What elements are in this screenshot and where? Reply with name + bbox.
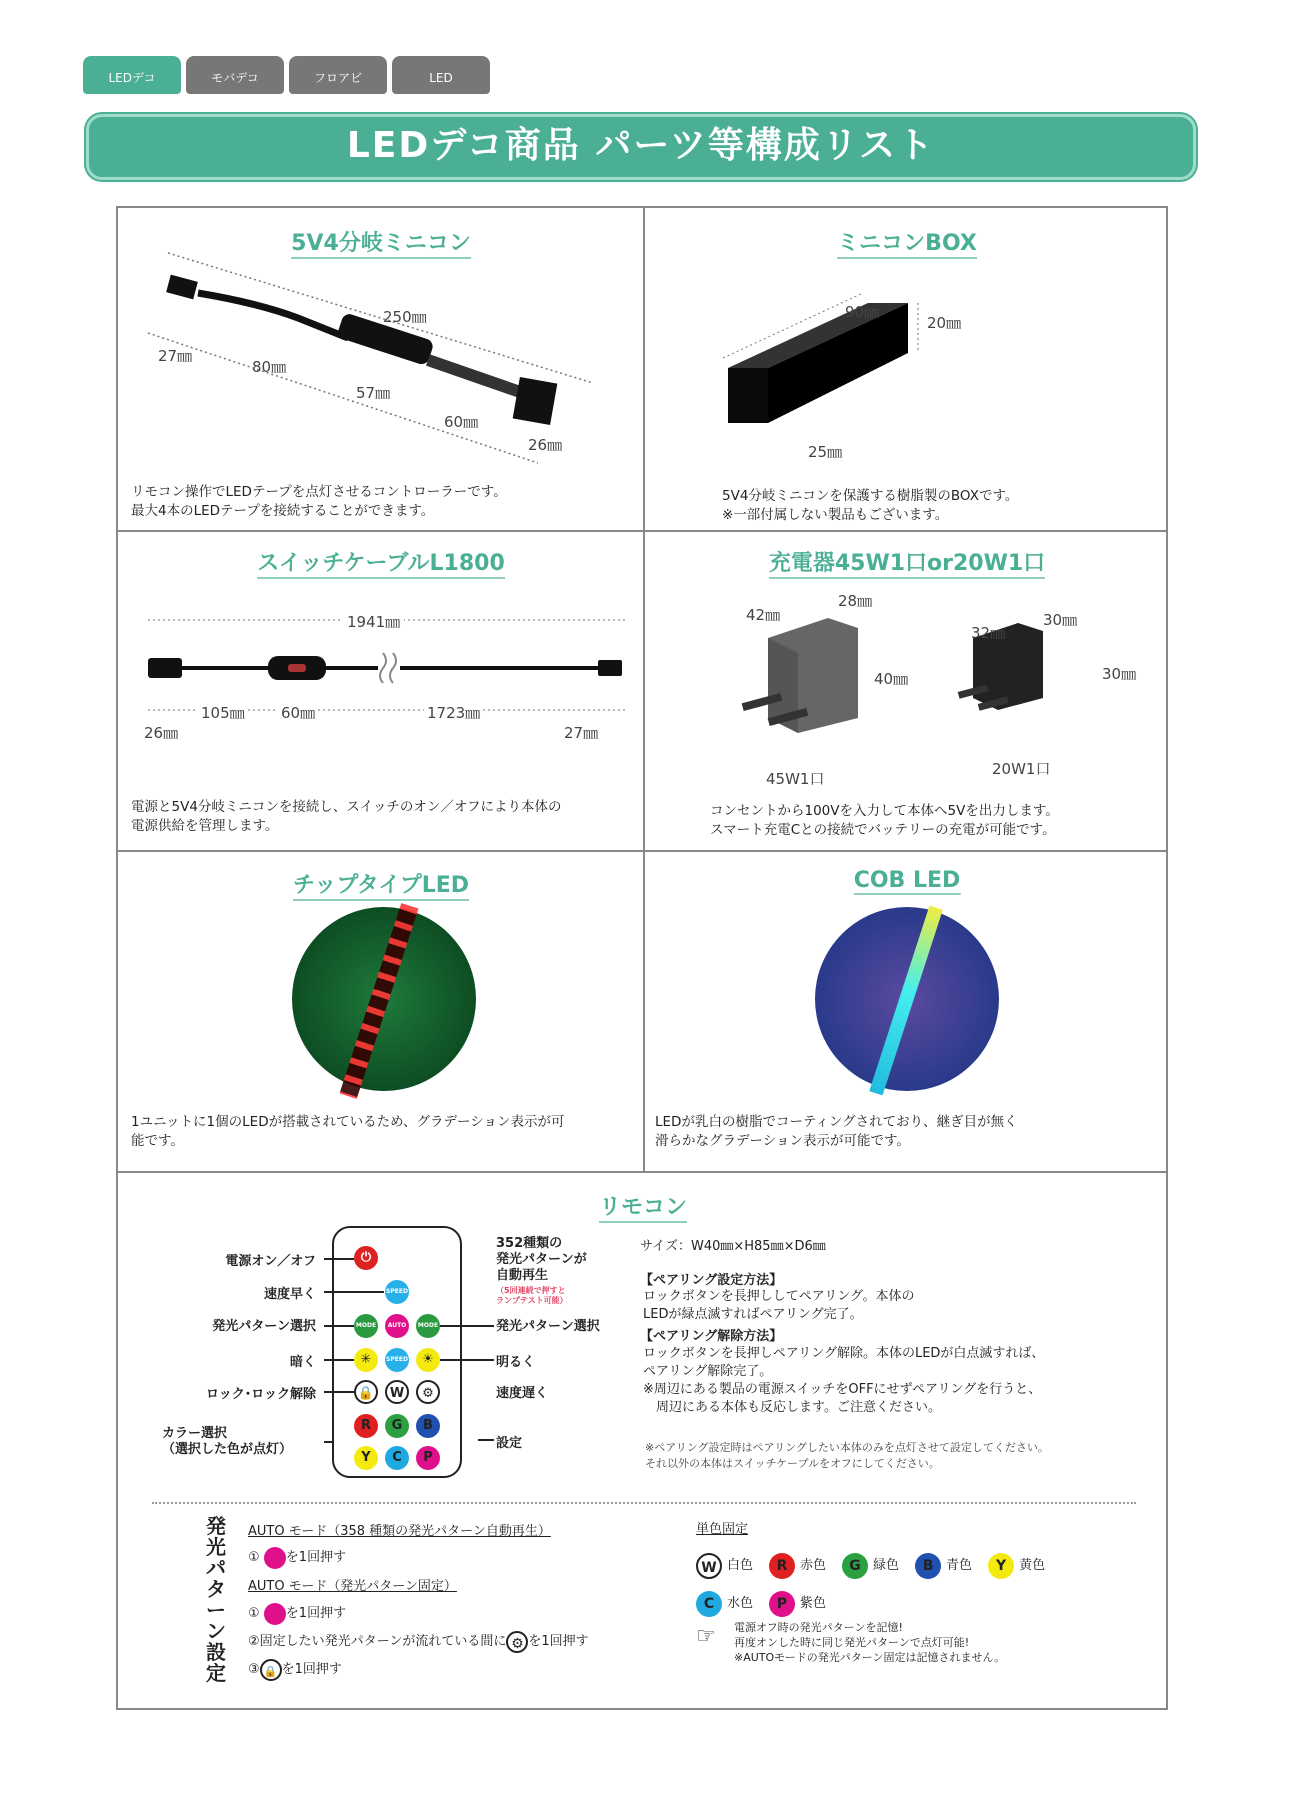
auto-step — [248, 1546, 346, 1569]
dim-total: 250㎜ — [383, 308, 427, 326]
label-speed-down: 速度遅く — [496, 1386, 549, 1401]
mono-color-item — [842, 1548, 899, 1584]
panel-title-minicon: 5V4分岐ミニコン — [291, 226, 471, 259]
leader-line — [324, 1359, 354, 1361]
dim-30: 30㎜ — [1043, 611, 1078, 629]
dim-57: 57㎜ — [356, 384, 391, 402]
pointing-hand-icon: ☞ — [696, 1624, 716, 1649]
label-brighten: 明るく — [496, 1355, 536, 1370]
panel-title-switch: スイッチケーブルL1800 — [257, 546, 505, 579]
step-text: を1回押す — [528, 1634, 589, 1649]
panel-desc: リモコン操作でLEDテープを点灯させるコントローラーです。 最大4本のLEDテープを接続することができます。 — [131, 484, 507, 519]
leader-line — [324, 1441, 332, 1443]
leader-line — [440, 1359, 494, 1361]
gear-icon: ⚙ — [506, 1631, 528, 1653]
color-name: 赤色 — [800, 1558, 827, 1573]
dim-26: 26㎜ — [144, 724, 179, 742]
power-button-icon: ⏻ — [354, 1246, 378, 1270]
label-dim: 暗く — [289, 1355, 316, 1370]
green-button: G — [385, 1414, 409, 1438]
blue-button: B — [416, 1414, 440, 1438]
step-text: を1回押す — [281, 1662, 342, 1677]
dim-25: 25㎜ — [808, 443, 843, 461]
leader-line — [324, 1258, 354, 1260]
auto-mode-heading: AUTO モード（358 種類の発光パターン自動再生） — [248, 1524, 551, 1539]
cob-led-photo — [815, 907, 999, 1091]
mono-color-item — [769, 1586, 826, 1622]
page-title: LEDデコ商品 パーツ等構成リスト — [346, 125, 936, 166]
dim-32: 32㎜ — [971, 624, 1006, 642]
step-text: を1回押す — [285, 1550, 347, 1565]
leader-line — [440, 1325, 494, 1327]
cyan-button: C — [385, 1446, 409, 1470]
tab-led[interactable]: LED — [392, 56, 490, 94]
label-lamp-test: （5回連続で押すと ランプテスト可能） — [496, 1286, 568, 1305]
color-dot-icon: B — [915, 1553, 941, 1579]
charger-illustration — [718, 598, 1158, 778]
fixed-step-1 — [248, 1602, 346, 1625]
pairing-note: ※ペアリング設定時はペアリングしたい本体のみを点灯させて設定してください。 それ以外の本体はスイッチケーブルをオフにしてください。 — [645, 1441, 1049, 1470]
dim-1941: 1941㎜ — [343, 611, 404, 632]
color-name: 緑色 — [873, 1558, 900, 1573]
fixed-step-3 — [248, 1658, 342, 1681]
dim-20: 20㎜ — [927, 314, 962, 332]
yellow-button: Y — [354, 1446, 378, 1470]
dim-26: 26㎜ — [528, 436, 563, 454]
panel-desc: コンセントから100Vを入力して本体へ5Vを出力します。 スマート充電Cとの接続でバッテリーの充電が可能です。 — [710, 803, 1059, 838]
color-name: 白色 — [727, 1558, 754, 1573]
tab-led-deco[interactable]: LEDデコ — [83, 56, 181, 94]
panel-desc: LEDが乳白の樹脂でコーティングされており、継ぎ目が無く 滑らかなグラデーション表示が可能です。 — [655, 1114, 1018, 1149]
speed-down-button: SPEED — [385, 1348, 409, 1372]
leader-line — [324, 1291, 384, 1293]
label-mode-left: 発光パターン選択 — [212, 1319, 316, 1334]
dim-60: 60㎜ — [278, 702, 318, 723]
mono-color-item — [769, 1548, 826, 1584]
unpairing-text: ロックボタンを長押しペアリング解除。本体のLEDが白点滅すれば、 ペアリング解除完了。 ※周辺にある製品の電源スイッチをOFFにせずペアリングを行うと、 周辺にある本体も反応します。ご注意ください。 — [643, 1346, 1045, 1415]
memory-note: 電源オフ時の発光パターンを記憶! 再度オンした時に同じ発光パターンで点灯可能! ※AUTOモードの発光パターン固定は記憶されません。 — [734, 1621, 1006, 1664]
color-name: 紫色 — [800, 1596, 827, 1611]
white-button: W — [385, 1380, 409, 1404]
lock-icon: 🔒 — [260, 1659, 282, 1681]
auto-fixed-heading: AUTO モード（発光パターン固定） — [248, 1579, 457, 1594]
pairing-title: 【ペアリング設定方法】 — [640, 1273, 783, 1288]
pairing-text: ロックボタンを長押ししてペアリング。本体の LEDが緑点滅すればペアリング完了。 — [643, 1289, 915, 1322]
color-dot-icon: G — [842, 1553, 868, 1579]
leader-line — [478, 1439, 494, 1441]
label-settings: 設定 — [496, 1436, 523, 1451]
dim-27: 27㎜ — [564, 724, 599, 742]
dim-80: 80㎜ — [252, 358, 287, 376]
tab-mobadeco[interactable]: モバデコ — [186, 56, 284, 94]
divider — [643, 208, 645, 1171]
step-text: ②固定したい発光パターンが流れている間に — [248, 1634, 507, 1649]
dim-1723: 1723㎜ — [424, 702, 483, 723]
pattern-settings-title: 発光パターン設定 — [206, 1514, 226, 1685]
dim-40: 40㎜ — [874, 670, 909, 688]
leader-line — [324, 1325, 354, 1327]
panel-title-cob-led: COB LED — [853, 868, 961, 893]
charger-20w-name: 20W1口 — [992, 760, 1051, 778]
label-color: カラー選択 （選択した色が点灯） — [162, 1426, 293, 1457]
dim-30b: 30㎜ — [1102, 665, 1137, 683]
red-button: R — [354, 1414, 378, 1438]
dim-27: 27㎜ — [158, 347, 193, 365]
minicon-box-illustration — [678, 258, 978, 458]
label-mode-right: 発光パターン選択 — [496, 1319, 600, 1334]
color-dot-icon: P — [769, 1591, 795, 1617]
auto-button-icon — [264, 1547, 286, 1569]
divider — [118, 850, 1168, 852]
dim-105: 105㎜ — [198, 702, 248, 723]
mono-color-item — [988, 1548, 1045, 1584]
mono-color-item — [696, 1548, 753, 1584]
step-text: を1回押す — [285, 1606, 347, 1621]
step-num: ③ — [248, 1662, 260, 1677]
step-num: ① — [248, 1550, 260, 1565]
lock-icon: 🔒 — [354, 1380, 378, 1404]
dotted-divider — [152, 1502, 1136, 1504]
mode-minus-button: MODE — [354, 1314, 378, 1338]
mono-color-item — [915, 1548, 972, 1584]
panel-title-box: ミニコンBOX — [837, 226, 977, 259]
chip-led-photo — [292, 907, 476, 1091]
mono-color-list — [696, 1546, 1116, 1622]
color-dot-icon: C — [696, 1591, 722, 1617]
parts-grid — [116, 206, 1168, 1710]
divider — [118, 1171, 1168, 1173]
dim-60: 60㎜ — [444, 413, 479, 431]
dim-90: 90㎜ — [845, 303, 880, 321]
panel-title-chip-led: チップタイプLED — [293, 868, 469, 901]
label-auto: 352種類の 発光パターンが 自動再生 — [496, 1236, 587, 1283]
leader-line — [324, 1391, 354, 1393]
label-lock: ロック･ロック解除 — [206, 1387, 316, 1402]
minicon-cable-illustration — [138, 248, 638, 488]
dim-28: 28㎜ — [838, 592, 873, 610]
mode-plus-button: MODE — [416, 1314, 440, 1338]
auto-button-icon — [264, 1603, 286, 1625]
color-dot-icon: R — [769, 1553, 795, 1579]
panel-desc: 5V4分岐ミニコンを保護する樹脂製のBOXです。 ※一部付属しない製品もございます。 — [722, 488, 1019, 523]
mono-color-item — [696, 1586, 753, 1622]
tab-floorbi[interactable]: フロアビ — [289, 56, 387, 94]
label-speed-up: 速度早く — [263, 1287, 316, 1302]
unpairing-title: 【ペアリング解除方法】 — [640, 1329, 783, 1344]
remote-title: リモコン — [599, 1190, 687, 1223]
color-name: 青色 — [946, 1558, 973, 1573]
color-name: 黄色 — [1019, 1558, 1046, 1573]
dim-button-icon: ✳ — [354, 1348, 378, 1372]
fixed-step-2 — [248, 1630, 589, 1653]
color-name: 水色 — [727, 1596, 754, 1611]
step-num: ① — [248, 1606, 260, 1621]
panel-desc: 1ユニットに1個のLEDが搭載されているため、グラデーション表示が可 能です。 — [131, 1114, 565, 1149]
panel-desc: 電源と5V4分岐ミニコンを接続し、スイッチのオン／オフにより本体の 電源供給を管理します。 — [131, 799, 562, 834]
color-dot-icon: Y — [988, 1553, 1014, 1579]
gear-icon: ⚙ — [416, 1380, 440, 1404]
brighten-button-icon: ☀ — [416, 1348, 440, 1372]
dim-42: 42㎜ — [746, 606, 781, 624]
charger-45w-name: 45W1口 — [766, 770, 825, 788]
color-dot-icon: W — [696, 1553, 722, 1579]
remote-size: サイズ：W40㎜×H85㎜×D6㎜ — [640, 1239, 826, 1254]
label-power: 電源オン／オフ — [225, 1254, 316, 1269]
auto-button: AUTO — [385, 1314, 409, 1338]
page-title-banner — [86, 114, 1196, 180]
panel-title-charger: 充電器45W1口or20W1口 — [769, 546, 1045, 579]
speed-up-button: SPEED — [385, 1280, 409, 1304]
divider — [118, 530, 1168, 532]
purple-button: P — [416, 1446, 440, 1470]
mono-color-heading: 単色固定 — [696, 1522, 749, 1537]
